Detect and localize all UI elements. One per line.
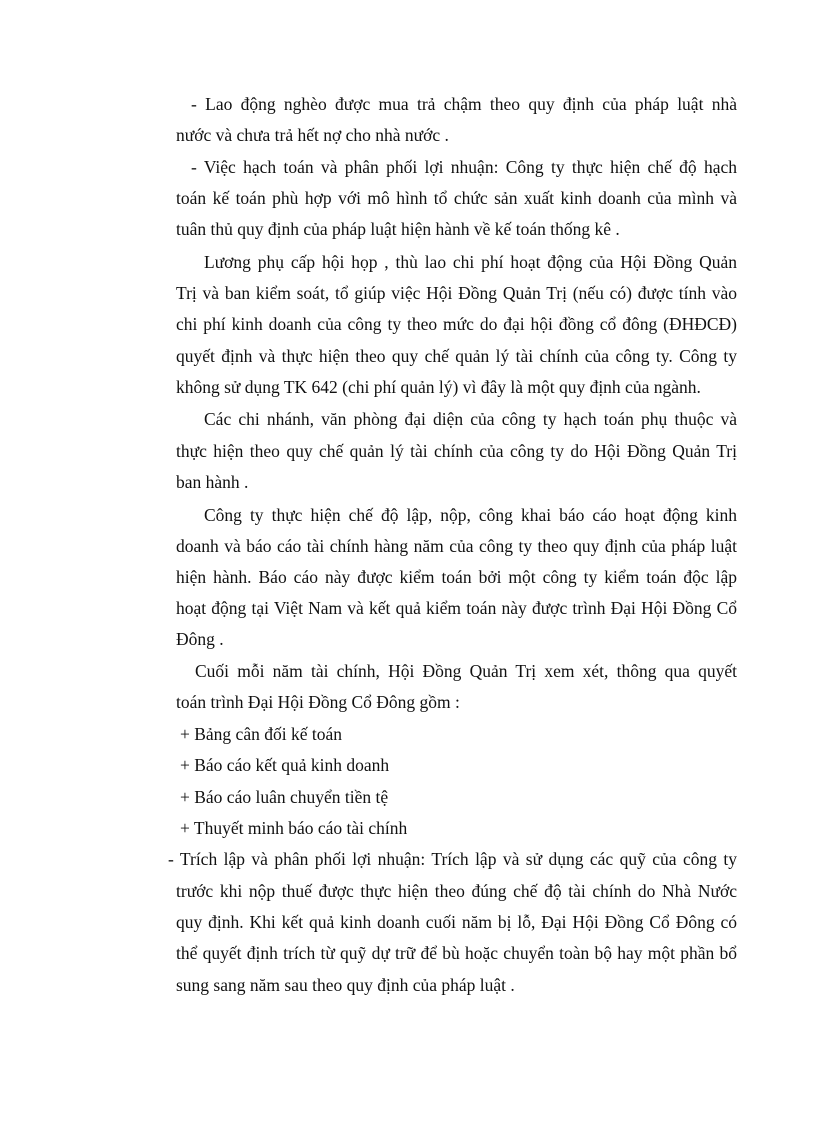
text-line: - Lao động nghèo được mua trả chậm theo quy định của pháp luật nhà — [191, 94, 737, 114]
list-item: + Báo cáo luân chuyển tiền tệ — [180, 787, 389, 807]
text-line: ban hành . — [176, 472, 249, 492]
text-line: Đông . — [176, 629, 224, 649]
text-line: Các chi nhánh, văn phòng đại diện của công ty hạch toán phụ thuộc và — [204, 409, 737, 429]
text-line: Công ty thực hiện chế độ lập, nộp, công khai báo cáo hoạt động kinh — [204, 505, 737, 525]
text-line: nước và chưa trả hết nợ cho nhà nước . — [176, 125, 449, 145]
text-line: Lương phụ cấp hội họp , thù lao chi phí hoạt động của Hội Đồng Quản — [204, 252, 737, 272]
text-line: chi phí kinh doanh của công ty theo mức do đại hội đồng cổ đông (ĐHĐCĐ) — [176, 314, 737, 334]
text-line: trước khi nộp thuế được thực hiện theo đúng chế độ tài chính do Nhà Nước — [176, 881, 737, 901]
text-line: sung sang năm sau theo quy định của pháp luật . — [176, 975, 515, 995]
list-item: + Thuyết minh báo cáo tài chính — [180, 818, 408, 838]
text-line: quyết định và thực hiện theo quy chế quản lý tài chính của công ty. Công ty — [176, 346, 737, 366]
list-item: + Bảng cân đối kế toán — [180, 724, 342, 744]
text-line: toán kế toán phù hợp với mô hình tổ chức sản xuất kinh doanh của mình và — [176, 188, 737, 208]
text-line: Cuối mỗi năm tài chính, Hội Đồng Quản Trị xem xét, thông qua quyết — [195, 661, 737, 681]
text-line: thể quyết định trích từ quỹ dự trữ để bù hoặc chuyển toàn bộ hay một phần bổ — [176, 943, 737, 963]
text-line: hiện hành. Báo cáo này được kiểm toán bởi một công ty kiểm toán độc lập — [176, 567, 737, 587]
text-line: tuân thủ quy định của pháp luật hiện hành về kế toán thống kê . — [176, 219, 620, 239]
text-line: Trị và ban kiểm soát, tổ giúp việc Hội Đồng Quản Trị (nếu có) được tính vào — [176, 283, 737, 303]
text-line: doanh và báo cáo tài chính hàng năm của công ty theo quy định của pháp luật — [176, 536, 737, 556]
text-line: hoạt động tại Việt Nam và kết quả kiểm toán này được trình Đại Hội Đồng Cổ — [176, 598, 737, 618]
list-item: + Báo cáo kết quả kinh doanh — [180, 755, 390, 775]
text-line: - Trích lập và phân phối lợi nhuận: Trích lập và sử dụng các quỹ của công ty — [168, 849, 737, 869]
text-line: không sử dụng TK 642 (chi phí quản lý) vì đây là một quy định của ngành. — [176, 377, 701, 397]
text-line: toán trình Đại Hội Đồng Cổ Đông gồm : — [176, 692, 460, 712]
text-line: - Việc hạch toán và phân phối lợi nhuận: Công ty thực hiện chế độ hạch — [191, 157, 737, 177]
text-line: quy định. Khi kết quả kinh doanh cuối năm bị lỗ, Đại Hội Đồng Cổ Đông có — [176, 912, 737, 932]
text-line: thực hiện theo quy chế quản lý tài chính của công ty do Hội Đồng Quản Trị — [176, 441, 737, 461]
